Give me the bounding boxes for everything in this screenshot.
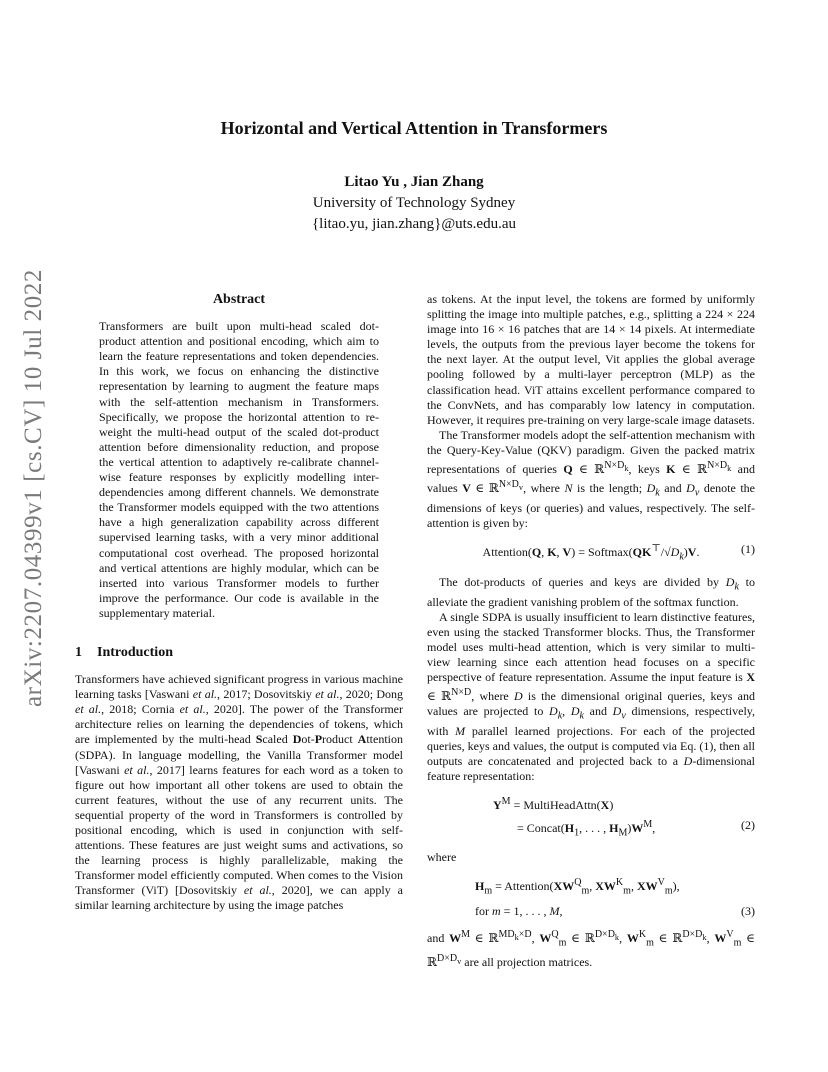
right-column — [427, 292, 755, 970]
equation-3: $H_m$ = $Attention(XW^Q_m$, $XW^K_m$, $XW^V_m$), for m = 1, . . . , M, (3) — [427, 873, 755, 921]
equation-2: $Y^M$ = MultiHeadAttn(X) = $Concat(H_1$, . . . , $H_M)W^M$, (2) — [493, 796, 755, 839]
equation-3-number: (3) — [741, 904, 755, 919]
right-paragraph-2: The Transformer models adopt the self-attention mechanism with the Query-Key-Value (QKV) paradigm. Given the packed matrix representations of queries Q ∈ ℝ$^{N\times D_k}$, keys K ∈ ℝ$^{N\times D_k}$ and values V ∈ ℝ$^{N\times D_v}$, where N is the length; $D_k$ and $D_v$ denote the dimensions of keys (or queries) and values, respectively. The self-attention is given by: — [427, 427, 755, 530]
right-paragraph-3: The dot-products of queries and keys are divided by $D_k$ to alleviate the gradient vanishing problem of the softmax function. — [427, 575, 755, 609]
arxiv-stamp — [14, 268, 54, 708]
section-title: Introduction — [97, 644, 173, 660]
abstract-heading: Abstract — [212, 292, 266, 307]
author-block — [0, 172, 828, 235]
intro-paragraph-1: Transformers have achieved significant progress in various machine learning tasks [Vaswani et al., 2017; Dosovitskiy et al., 2020; Dong et al., 2018; Cornia et al., 2020]. The power of the Transformer architecture relies on learning the dependencies of tokens, which are implemented by the multi-head Scaled Dot-Product Attention (SDPA). In language modelling, the Vanilla Transformer model [Vaswani et al., 2017] learns features for each word as a token to figure out how important all other tokens are used to obtain the current features, without the use of any recurrent units. The sequential property of the word in Transformers is controlled by positional encoding, which is used in conjunction with self-attentions. These features are just weight sums and activations, so the learning process is highly parallelizable, making the Transformer model efficiently computed. When comes to the Vision Transformer (ViT) [Dosovitskiy et al., 2020], we can apply a similar learning architecture by using the image patches — [75, 672, 404, 913]
left-column — [75, 292, 403, 914]
equation-1: Attention(Q, K, $V) = Softmax(QK^⊤/√D_k)V$. (1) — [427, 539, 755, 567]
right-paragraph-1: as tokens. At the input level, the tokens are formed by uniformly splitting the image into multiple patches, e.g., splitting a 224 × 224 image into 16 × 16 patches that are 14 × 14 pixels. At intermediate levels, the outputs from the previous layer become the tokens for the next layer. At the output level, Vit applies the global average pooling followed by a multi-layer perceptron (MLP) as the classification head. ViT attains excellent performance compared to the ConvNets, and has comparably low latency in computation. However, it requires pre-training on very large-scale image datasets. — [427, 292, 755, 427]
where-text: where — [427, 849, 457, 864]
author-affiliation: University of Technology Sydney — [312, 195, 516, 211]
section-heading-introduction — [75, 645, 403, 660]
right-paragraph-5: and $W^M$ ∈ ℝ$^{MD_k\times D}$, $W^Q_m$ ∈ ℝ$^{D\times D_k}$, $W^K_m$ ∈ ℝ$^{D\times D_k}$, $W^V_m$ ∈ ℝ$^{D\times D_v}$ are all projection matrices. — [427, 929, 756, 969]
abstract-text: Transformers are built upon multi-head scaled dot-product attention and positional encoding, which aim to learn the feature representations and token dependencies. In this work, we focus on enhancing the distinctive representation by learning to augment the feature maps with the self-attention mechanism in Transformers. Specifically, we propose the horizontal attention to re-weight the multi-head output of the scaled dot-product attention before dimensionality reduction, and propose the vertical attention to adaptively re-calibrate channel-wise feature responses by explicitly modelling inter-dependencies among different channels. We demonstrate the Transformer models equipped with the two attentions have a high generalization capability across different supervised learning tasks, with a very minor additional computational cost overhead. The proposed horizontal and vertical attentions are highly modular, which can be inserted into various Transformer models to further improve the performance. Our code is available in the supplementary material. — [99, 319, 379, 620]
section-number: 1 — [75, 644, 82, 660]
author-names: Litao Yu , Jian Zhang — [344, 174, 484, 190]
paper-title: Horizontal and Vertical Attention in Transformers — [220, 118, 608, 138]
arxiv-stamp-text: arXiv:2207.04399v1 [cs.CV] 10 Jul 2022 — [20, 268, 47, 708]
equation-2-number: (2) — [741, 818, 755, 833]
author-email: {litao.yu, jian.zhang}@uts.edu.au — [311, 216, 516, 232]
equation-1-number: (1) — [741, 541, 755, 556]
right-paragraph-4: A single SDPA is usually insufficient to learn distinctive features, even using the stacked Transformer blocks. Thus, the Transformer model uses multi-head attention, which is very similar to multi-view learning since each attention head focuses on a specific perspective of feature representation. Assume the input feature is X ∈ ℝ$^{N\times D}$, where D is the dimensional original queries, keys and values are projected to $D_k$, $D_k$ and $D_v$ dimensions, respectively, with M parallel learned projections. For each of the projected queries, keys and values, the output is computed via Eq. (1), then all outputs are concatenated and projected back to a D-dimensional feature representation: — [427, 609, 756, 784]
